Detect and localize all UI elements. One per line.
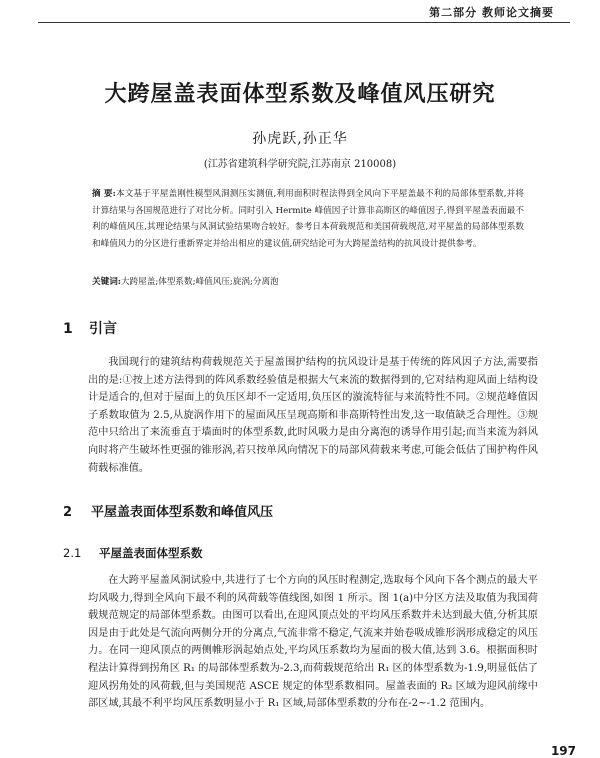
header-rule bbox=[38, 22, 570, 23]
section-2-1-title: 平屋盖表面体型系数 bbox=[99, 546, 203, 560]
section-1-paragraph bbox=[88, 354, 538, 477]
section-2-heading bbox=[63, 501, 273, 520]
paper-authors: 孙虎跃,孙正华 bbox=[252, 131, 348, 147]
keywords-label: 关键词: bbox=[92, 277, 121, 287]
section-2-1-paragraph bbox=[88, 572, 538, 713]
page-number: 197 bbox=[550, 744, 576, 758]
paper-title: 大跨屋盖表面体型系数及峰值风压研究 bbox=[104, 82, 496, 107]
paper-affiliation: (江苏省建筑科学研究院,江苏南京 210008) bbox=[203, 159, 397, 170]
section-1-text: 我国现行的建筑结构荷载规范关于屋盖围护结构的抗风设计是基于传统的阵风因子方法,需要指出的是:①按上述方法得到的阵风系数经验值是根据大气来流的数据得到的,它对结构迎风面上结构设计是适合的,但对于屋面上的负压区却不一定适用,负压区的漩流特征与来流特性不同。②规范峰值因子系数取值为 2.5,从旋涡作用下的屋面风压呈现高斯和非高斯特性出发,这一取值缺乏合理性。③规范中只给出了来流垂直于墙面时的体型系数,此时风吸力是由分离泡的诱导作用引起;而当来流为斜风向时将产生破坏性更强的锥形涡,若只按单风向情况下的局部风荷载来考虑,可能会低估了围护构件风荷载标准值。 bbox=[88, 357, 538, 474]
keywords bbox=[92, 275, 524, 287]
abstract-label: 摘 要: bbox=[92, 189, 116, 199]
keywords-text: 大跨屋盖;体型系数;峰值风压;旋涡;分离泡 bbox=[120, 277, 279, 287]
section-2-title: 平屋盖表面体型系数和峰值风压 bbox=[91, 505, 274, 520]
section-2-1-text: 在大跨平屋盖风洞试验中,共进行了七个方向的风压时程测定,选取每个风向下各个测点的最大平均风吸力,得到全风向下最不利的风荷载等值线图,如图 1 所示。图 1(a)中分区方法及取值为我国荷载规范规定的局部体型系数。由图可以看出,在迎风顶点处的平均风压系数并未达到最大值,分析其原因是由于此处是气流向两侧分开的分离点,气流非常不稳定,气流来并始卷吸成锥形涡形成稳定的风压力。在同一迎风顶点的两侧帷形涡起始点处,平均风压系数均为屋面的极大值,达到 3.6。根据面积时程法计算得到拐角区 R₁ 的局部体型系数为-2.3,而荷载规范给出 R₁ 区的体型系数为-1.9,明显低估了迎风拐角处的风荷载,但与美国规范 ASCE 规定的体型系数相同。屋盖表面的 R₂ 区域为迎风前缘中部区域,其最不利平均风压系数明显小于 R₁ 区域,局部体型系数的分布在-2~-1.2 范围内。 bbox=[88, 575, 538, 710]
section-2-1-number: 2.1 bbox=[63, 546, 82, 560]
section-2-number: 2 bbox=[63, 505, 73, 520]
abstract-text: 本文基于平屋盖刚性模型风洞测压实测值,利用面积时程法得到全风向下平屋盖最不利的局部体型系数,并将计算结果与各国规范进行了对比分析。同时引入 Hermite 峰值因子计算非高斯区的峰值因子,得到平屋盖表面最不利的峰值风压,其理论结果与风洞试验结果吻合较好。参考日本荷载规范和美国荷载规范,对平屋盖的局部体型系数和峰值风力的分区进行重新界定并给出相应的建议值,研究结论可为大跨屋盖结构的抗风设计提供参考。 bbox=[92, 189, 525, 249]
section-1-number: 1 bbox=[63, 321, 73, 337]
section-1-heading bbox=[63, 318, 117, 338]
abstract bbox=[92, 186, 524, 252]
section-1-title: 引言 bbox=[89, 321, 117, 337]
running-header: 第二部分 教师论文摘要 bbox=[429, 6, 554, 19]
section-2-1-heading bbox=[63, 545, 203, 561]
